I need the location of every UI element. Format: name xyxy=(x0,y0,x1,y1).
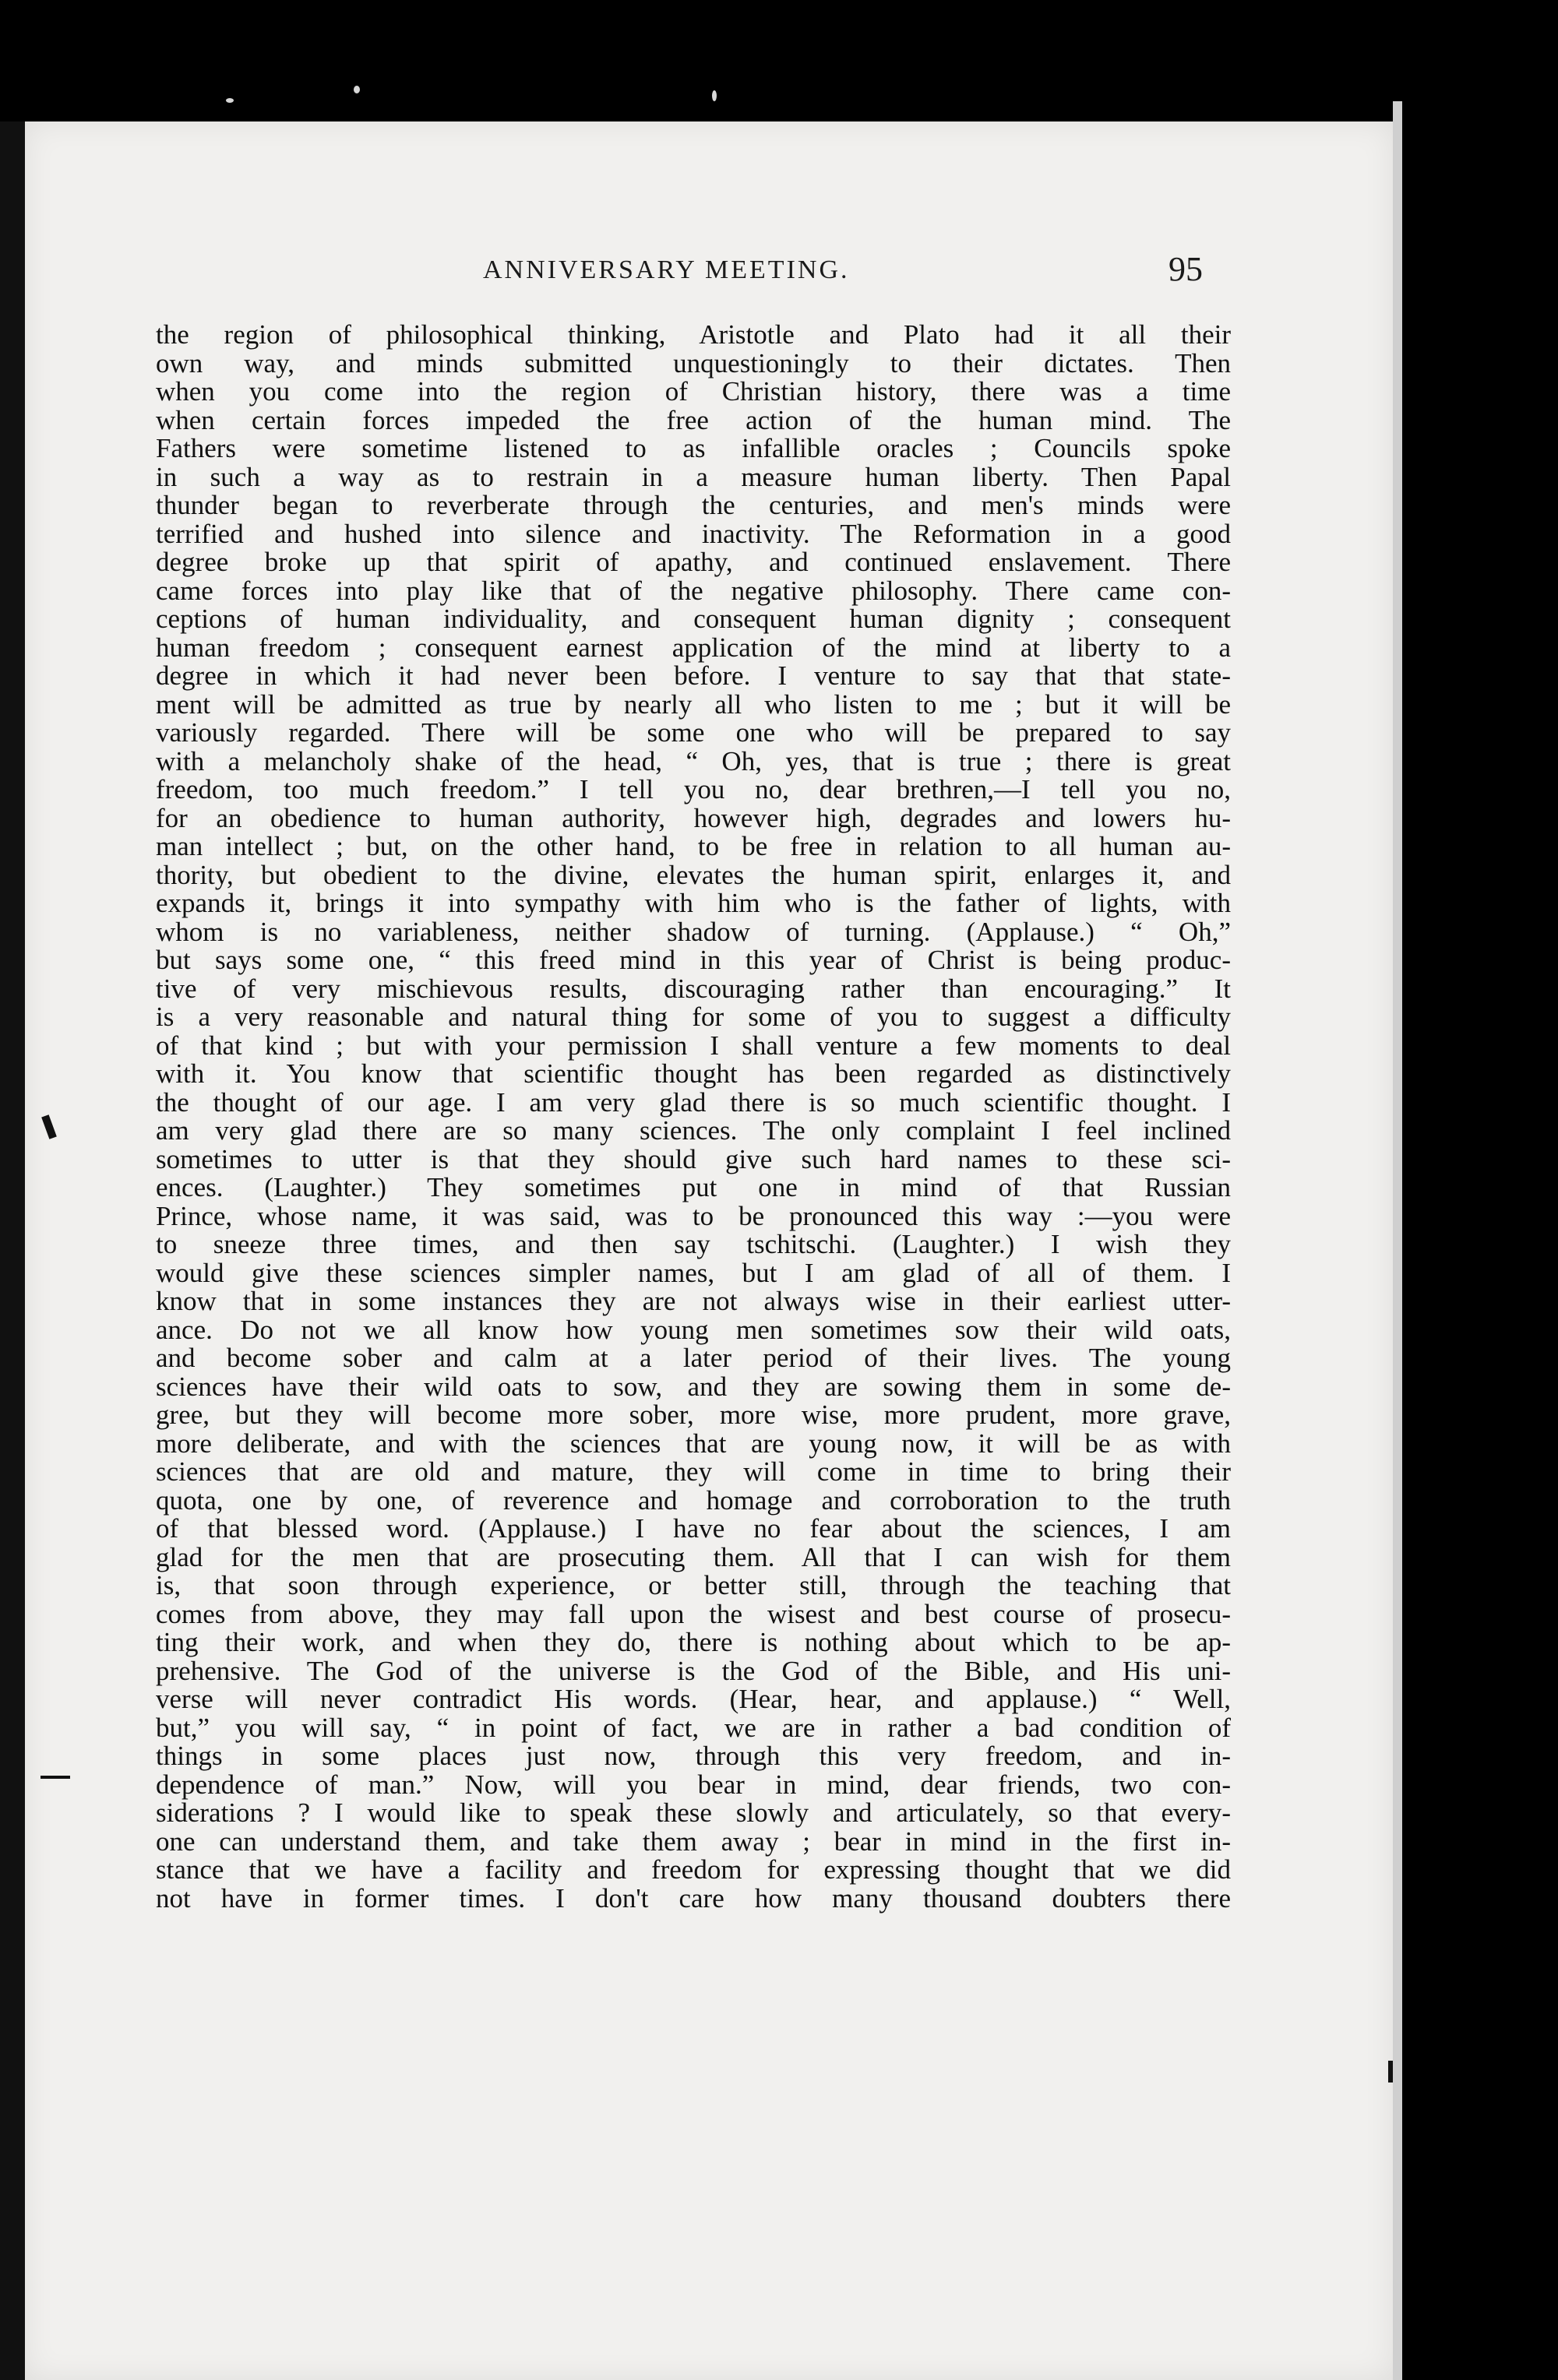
text-line: for an obedience to human authority, however high, degrades and lowers hu- xyxy=(156,802,1231,833)
text-line: and become sober and calm at a later period of their lives. The young xyxy=(156,1343,1231,1373)
text-line: degree in which it had never been before. I venture to say that that state- xyxy=(156,660,1231,691)
text-line: degree broke up that spirit of apathy, and continued enslavement. There xyxy=(156,547,1231,577)
text-line: but says some one, “ this freed mind in this year of Christ is being produc- xyxy=(156,945,1231,975)
running-head xyxy=(0,250,1558,294)
text-line: stance that we have a facility and freedom for expressing thought that we did xyxy=(156,1854,1231,1885)
text-line: sometimes to utter is that they should give such hard names to these sci- xyxy=(156,1143,1231,1174)
text-line: am very glad there are so many sciences. The only complaint I feel inclined xyxy=(156,1115,1231,1146)
dust-speck xyxy=(712,90,717,101)
text-line: came forces into play like that of the negative philosophy. There came con- xyxy=(156,575,1231,606)
text-line: is, that soon through experience, or better still, through the teaching that xyxy=(156,1570,1231,1600)
text-line: freedom, too much freedom.” I tell you no, dear brethren,—I tell you no, xyxy=(156,774,1231,804)
text-line: sciences have their wild oats to sow, and they are sowing them in some de- xyxy=(156,1371,1231,1402)
text-line: to sneeze three times, and then say tschitschi. (Laughter.) I wish they xyxy=(156,1229,1231,1259)
page-number: 95 xyxy=(1168,250,1203,288)
text-line: in such a way as to restrain in a measure human liberty. Then Papal xyxy=(156,461,1231,492)
text-line: glad for the men that are prosecuting them. All that I can wish for them xyxy=(156,1541,1231,1572)
text-line: with it. You know that scientific thought has been regarded as distinctively xyxy=(156,1058,1231,1089)
text-line: siderations ? I would like to speak these slowly and articulately, so that every- xyxy=(156,1797,1231,1828)
text-line: one can understand them, and take them away ; bear in mind in the first in- xyxy=(156,1825,1231,1857)
text-line: ceptions of human individuality, and consequent human dignity ; consequent xyxy=(156,604,1231,634)
text-line: the thought of our age. I am very glad there is so much scientific thought. I xyxy=(156,1086,1231,1118)
text-line: would give these sciences simpler names, but I am glad of all of them. I xyxy=(156,1257,1231,1288)
text-line: verse will never contradict His words. (Hear, hear, and applause.) “ Well, xyxy=(156,1684,1231,1714)
text-line: variously regarded. There will be some one who will be prepared to say xyxy=(156,717,1231,748)
text-line: human freedom ; consequent earnest application of the mind at liberty to a xyxy=(156,632,1231,663)
text-line: not have in former times. I don't care how many thousand doubters there xyxy=(156,1882,1231,1914)
text-line: quota, one by one, of reverence and homage and corroboration to the truth xyxy=(156,1484,1231,1516)
text-line: ting their work, and when they do, there is nothing about which to be ap- xyxy=(156,1627,1231,1657)
text-line: with a melancholy shake of the head, “ Oh, yes, that is true ; there is great xyxy=(156,745,1231,776)
text-line: dependence of man.” Now, will you bear in mind, dear friends, two con- xyxy=(156,1769,1231,1800)
text-line: ment will be admitted as true by nearly all who listen to me ; but it will be xyxy=(156,688,1231,720)
text-line: own way, and minds submitted unquestioningly to their dictates. Then xyxy=(156,347,1231,378)
body-text xyxy=(156,321,1231,1913)
text-line: when certain forces impeded the free action of the human mind. The xyxy=(156,404,1231,435)
text-line: ences. (Laughter.) They sometimes put one in mind of that Russian xyxy=(156,1172,1231,1202)
text-line: terrified and hushed into silence and inactivity. The Reformation in a good xyxy=(156,518,1231,549)
text-line: whom is no variableness, neither shadow of turning. (Applause.) “ Oh,” xyxy=(156,916,1231,947)
text-line: the region of philosophical thinking, Aristotle and Plato had it all their xyxy=(156,319,1231,350)
margin-mark xyxy=(41,1776,70,1779)
text-line: Prince, whose name, it was said, was to be pronounced this way :—you were xyxy=(156,1200,1231,1231)
text-line: more deliberate, and with the sciences that are young now, it will be as with xyxy=(156,1428,1231,1459)
text-line: is a very reasonable and natural thing for some of you to suggest a difficulty xyxy=(156,1002,1231,1032)
text-line: thority, but obedient to the divine, elevates the human spirit, enlarges it, and xyxy=(156,859,1231,890)
dust-speck xyxy=(354,86,360,93)
text-line: tive of very mischievous results, discouraging rather than encouraging.” It xyxy=(156,973,1231,1004)
text-line: thunder began to reverberate through the centuries, and men's minds were xyxy=(156,490,1231,520)
text-line: of that kind ; but with your permission I shall venture a few moments to deal xyxy=(156,1030,1231,1061)
text-line: ance. Do not we all know how young men sometimes sow their wild oats, xyxy=(156,1314,1231,1345)
text-line: Fathers were sometime listened to as infallible oracles ; Councils spoke xyxy=(156,433,1231,463)
text-line: man intellect ; but, on the other hand, to be free in relation to all human au- xyxy=(156,831,1231,861)
text-line: things in some places just now, through this very freedom, and in- xyxy=(156,1741,1231,1771)
text-line: know that in some instances they are not always wise in their earliest utter- xyxy=(156,1286,1231,1316)
book-spine-shadow xyxy=(0,121,25,2380)
text-line: of that blessed word. (Applause.) I have no fear about the sciences, I am xyxy=(156,1513,1231,1544)
dust-speck xyxy=(226,98,234,103)
text-line: when you come into the region of Christian history, there was a time xyxy=(156,376,1231,407)
text-line: sciences that are old and mature, they will come in time to bring their xyxy=(156,1456,1231,1487)
text-line: but,” you will say, “ in point of fact, we are in rather a bad condition of xyxy=(156,1712,1231,1743)
text-line: expands it, brings it into sympathy with him who is the father of lights, with xyxy=(156,888,1231,918)
text-line: gree, but they will become more sober, more wise, more prudent, more grave, xyxy=(156,1399,1231,1430)
text-line: prehensive. The God of the universe is the God of the Bible, and His uni- xyxy=(156,1655,1231,1686)
margin-mark xyxy=(1388,2061,1393,2082)
running-title: ANNIVERSARY MEETING. xyxy=(483,255,850,284)
page-edge xyxy=(1393,101,1402,2380)
text-line: comes from above, they may fall upon the wisest and best course of prosecu- xyxy=(156,1598,1231,1629)
